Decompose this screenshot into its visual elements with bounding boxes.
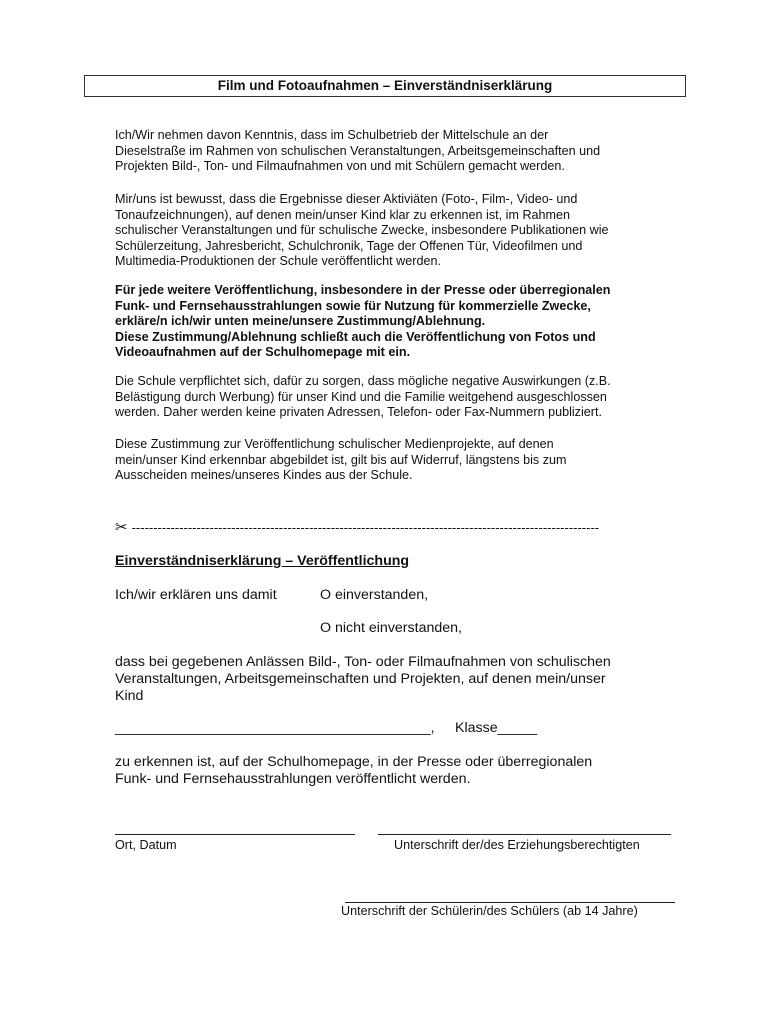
text-line: erkläre/n ich/wir unten meine/unsere Zustimmung/Ablehnung. [115,314,486,329]
text-line: Belästigung durch Werbung) für unser Kind und die Familie weitgehend ausgeschlossen [115,389,607,404]
text-line: Videoaufnahmen auf der Schulhomepage mit ein. [115,345,411,360]
option-disagree[interactable]: O nicht einverstanden, [320,620,462,636]
text-line: werden. Daher werden keine privaten Adressen, Telefon- oder Fax-Nummern publiziert. [115,405,602,420]
student-signature-line[interactable] [345,902,675,903]
text-line: Projekten Bild-, Ton- und Filmaufnahmen von und mit Schülern gemacht werden. [115,159,565,174]
form-body-2 [115,754,592,788]
scissors-icon: ✂ [115,519,128,536]
form-body-1 [115,654,611,705]
text-line: Diese Zustimmung zur Veröffentlichung schulischer Medienprojekte, auf denen [115,437,554,451]
text-line: schulischer Veranstaltungen und für schulische Zwecke, insbesondere Publikationen wie [115,223,609,238]
intro-paragraph [115,128,685,175]
text-line: Multimedia-Produktionen der Schule veröffentlicht werden. [115,254,441,269]
awareness-paragraph [115,192,685,270]
text-line: dass bei gegebenen Anlässen Bild-, Ton- oder Filmaufnahmen von schulischen [115,654,611,670]
cut-dashes: ------------------------------------------------------------------------------------------------------------ [131,520,600,535]
text-line: Ich/Wir nehmen davon Kenntnis, dass im Schulbetrieb der Mittelschule an der [115,128,549,142]
text-line: mein/unser Kind erkennbar abgebildet ist, gilt bis auf Widerruf, längstens bis zum [115,452,567,467]
text-line: zu erkennen ist, auf der Schulhomepage, in der Presse oder überregionalen [115,754,593,770]
text-line: Mir/uns ist bewusst, dass die Ergebnisse dieser Aktiviäten (Foto-, Film-, Video- und [115,192,578,206]
text-line: Die Schule verpflichtet sich, dafür zu sorgen, dass mögliche negative Auswirkungen (z.B. [115,374,611,388]
guardian-signature-label: Unterschrift der/des Erziehungsberechtigten [394,838,640,852]
declare-label: Ich/wir erklären uns damit [115,587,277,603]
text-line: Funk- und Fernsehausstrahlungen sowie für Nutzung für kommerzielle Zwecke, [115,298,591,313]
text-line: Dieselstraße im Rahmen von schulischen Veranstaltungen, Arbeitsgemeinschaften und [115,143,601,158]
guardian-signature-line[interactable] [378,834,671,835]
validity-paragraph [115,437,685,484]
class-blank[interactable]: Klasse_____ [455,720,538,736]
text-line: Schülerzeitung, Jahresbericht, Schulchronik, Tage der Offenen Tür, Videofilmen und [115,238,583,253]
student-signature-label: Unterschrift der Schülerin/des Schülers (ab 14 Jahre) [341,904,638,918]
form-heading: Einverständniserklärung – Veröffentlichung [115,553,410,569]
text-line: Diese Zustimmung/Ablehnung schließt auch die Veröffentlichung von Fotos und [115,329,596,344]
place-date-line[interactable] [115,834,355,835]
text-line: Tonaufzeichnungen), auf denen mein/unser Kind klar zu erkennen ist, im Rahmen [115,207,571,222]
document-title: Film und Fotoaufnahmen – Einverständniserklärung [84,75,686,97]
child-name-blank[interactable]: ________________________________________, [115,720,435,736]
text-line: Kind [115,688,144,704]
text-line: Ausscheiden meines/unseres Kindes aus der Schule. [115,468,413,483]
text-line: Für jede weitere Veröffentlichung, insbesondere in der Presse oder überregionalen [115,283,611,297]
cut-line [115,518,690,536]
publication-consent-paragraph [115,283,685,361]
place-date-label: Ort, Datum [115,838,177,852]
text-line: Funk- und Fernsehausstrahlungen veröffentlicht werden. [115,771,471,787]
school-obligation-paragraph [115,374,685,421]
text-line: Veranstaltungen, Arbeitsgemeinschaften und Projekten, auf denen mein/unser [115,671,606,687]
option-agree[interactable]: O einverstanden, [320,587,429,603]
